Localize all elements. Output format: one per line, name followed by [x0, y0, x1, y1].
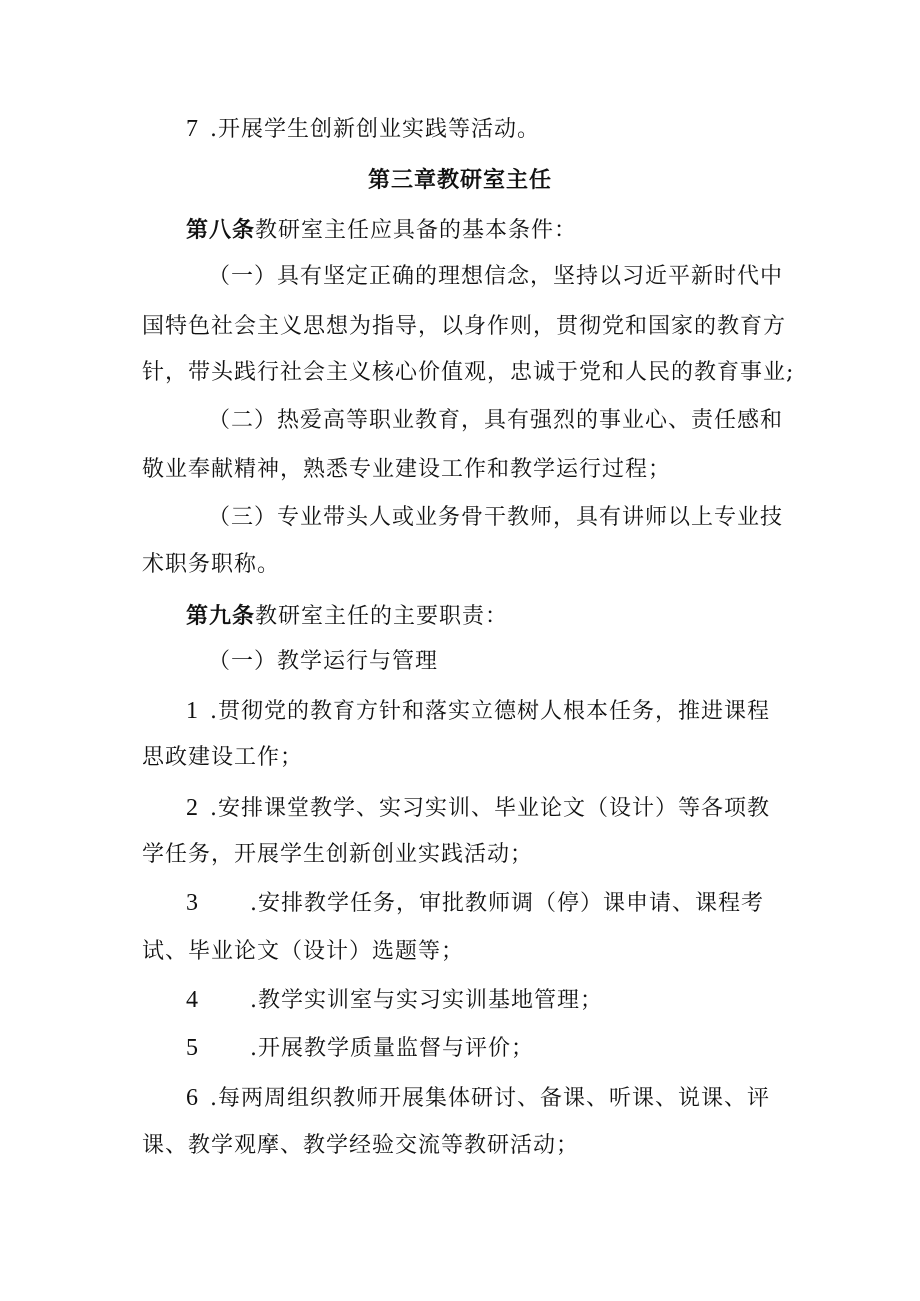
condition-1-line-2: 国特色社会主义思想为指导，以身作则，贯彻党和国家的教育方 — [142, 314, 787, 339]
chapter-title: 第三章教研室主任 — [367, 167, 552, 193]
list-item-1 — [186, 696, 770, 727]
item-text: .安排课堂教学、实习实训、毕业论文（设计）等各项教 — [210, 796, 770, 821]
item-text: .贯彻党的教育方针和落实立德树人根本任务，推进课程 — [210, 699, 770, 724]
list-item-7 — [186, 114, 540, 145]
list-item-4 — [186, 985, 603, 1016]
list-item-1-continuation: 思政建设工作； — [142, 745, 304, 770]
list-item-6 — [186, 1083, 770, 1114]
article-text: 教研室主任的主要职责： — [255, 604, 509, 629]
list-item-2-continuation: 学任务，开展学生创新创业实践活动； — [142, 842, 534, 867]
item-number: 1 — [186, 698, 199, 724]
condition-1-line-1: （一）具有坚定正确的理想信念，坚持以习近平新时代中 — [208, 264, 784, 289]
item-text: .安排教学任务，审批教师调（停）课申请、课程考 — [250, 891, 764, 916]
condition-3-line-2: 术职务职称。 — [142, 552, 281, 577]
list-item-2 — [186, 793, 770, 824]
item-text: .每两周组织教师开展集体研讨、备课、听课、说课、评 — [210, 1086, 770, 1111]
item-number: 2 — [186, 795, 199, 821]
article-8-heading — [186, 215, 577, 246]
item-number: 5 — [186, 1035, 199, 1061]
section-heading: （一）教学运行与管理 — [208, 649, 439, 674]
item-number: 3 — [186, 890, 199, 916]
item-number: 7 — [186, 116, 199, 142]
article-text: 教研室主任应具备的基本条件： — [255, 218, 578, 243]
item-text: .开展学生创新创业实践等活动。 — [210, 117, 540, 142]
item-text: .开展教学质量监督与评价； — [250, 1036, 534, 1061]
list-item-3 — [186, 888, 764, 919]
condition-3-line-1: （三）专业带头人或业务骨干教师，具有讲师以上专业技 — [208, 505, 784, 530]
list-item-3-continuation: 试、毕业论文（设计）选题等； — [142, 939, 465, 964]
article-label: 第八条 — [186, 217, 256, 243]
article-label: 第九条 — [186, 603, 256, 629]
condition-2-line-1: （二）热爱高等职业教育，具有强烈的事业心、责任感和 — [208, 408, 784, 433]
item-text: .教学实训室与实习实训基地管理； — [250, 988, 603, 1013]
item-number: 4 — [186, 987, 199, 1013]
item-number: 6 — [186, 1085, 199, 1111]
list-item-5 — [186, 1033, 534, 1064]
condition-1-line-3: 针，带头践行社会主义核心价值观，忠诚于党和人民的教育事业; — [142, 360, 795, 385]
condition-2-line-2: 敬业奉献精神，熟悉专业建设工作和教学运行过程； — [142, 457, 672, 482]
article-9-heading — [186, 601, 508, 632]
list-item-6-continuation: 课、教学观摩、教学经验交流等教研活动； — [142, 1133, 580, 1158]
